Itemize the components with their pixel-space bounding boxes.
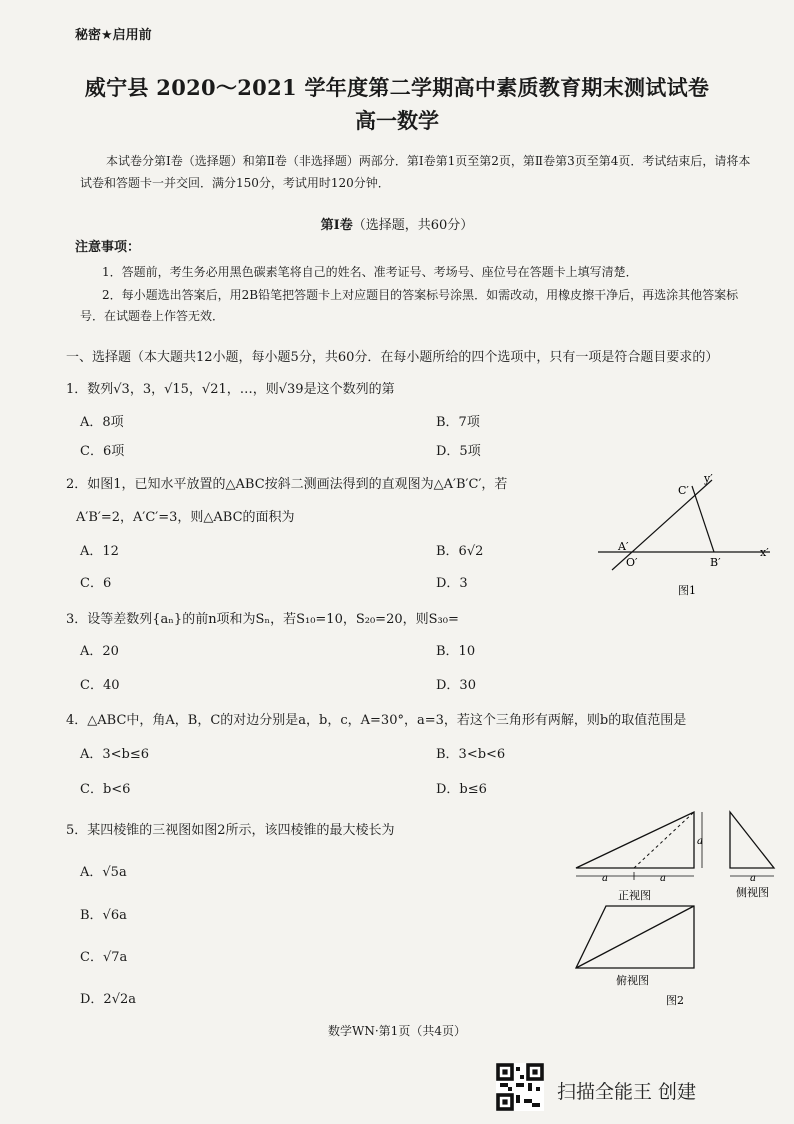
notice-item: 2．每小题选出答案后，用2B铅笔把答题卡上对应题目的答案标号涂黑．如需改动，用橡皮擦干净后，再选涂其他答案标号．在试题卷上作答无效． (80, 288, 739, 323)
label-b: B′ (710, 556, 721, 569)
edge-cb (692, 486, 714, 552)
option: C．6 (80, 576, 112, 591)
label-a: A′ (618, 540, 629, 553)
scanner-watermark: 扫描全能王 创建 (557, 1081, 697, 1103)
option: C．40 (80, 678, 120, 693)
label-y: y′ (704, 472, 713, 485)
page-footer: 数学WN·第1页（共4页） (328, 1024, 466, 1038)
dim-a: a (660, 873, 666, 884)
option: A．8项 (80, 415, 124, 430)
front-view (576, 812, 703, 902)
option: B．√6a (80, 908, 127, 923)
option: D．b≤6 (436, 782, 487, 797)
dim-a: a (602, 873, 608, 884)
option: A．20 (80, 644, 119, 659)
option: A．12 (80, 544, 119, 559)
option: D．5项 (436, 444, 481, 459)
label-c: C′ (678, 484, 689, 497)
option: B．3<b<6 (436, 747, 506, 762)
question-stem: 5．某四棱锥的三视图如图2所示，该四棱锥的最大棱长为 (66, 823, 395, 838)
dim-a: a (697, 836, 703, 847)
exam-title: 威宁县 2020～2021 学年度第二学期高中素质教育期末测试试卷 (84, 75, 710, 100)
figure-1 (590, 470, 780, 600)
option: D．2√2a (80, 992, 136, 1007)
label-x: x′ (760, 546, 769, 559)
section-heading-rest: （选择题，共60分） (352, 218, 474, 233)
option: B．10 (436, 644, 476, 659)
qr-code-icon (496, 1063, 544, 1111)
exam-subtitle: 高一数学 (355, 108, 439, 133)
question-stem-cont: A′B′=2，A′C′=3，则△ABC的面积为 (76, 510, 295, 525)
notice-item: 1．答题前，考生务必用黑色碳素笔将自己的姓名、准考证号、考场号、座位号在答题卡上填写清楚． (102, 265, 638, 279)
figure-1-caption: 图1 (678, 584, 696, 597)
exam-intro: 本试卷分第Ⅰ卷（选择题）和第Ⅱ卷（非选择题）两部分．第Ⅰ卷第1页至第2页，第Ⅱ卷第3页至第4页．考试结束后，请将本试卷和答题卡一并交回．满分150分，考试用时120分钟． (80, 154, 751, 190)
figure-2 (570, 806, 782, 1008)
top-view-label: 俯视图 (616, 974, 649, 987)
side-view (730, 812, 774, 899)
label-o: O′ (626, 556, 638, 569)
option: A．3<b≤6 (80, 747, 150, 762)
option: D．3 (436, 576, 468, 591)
option: B．6√2 (436, 544, 484, 559)
question-stem: 1．数列√3，3，√15，√21，…，则√39是这个数列的第 (66, 382, 395, 397)
question-stem: 4．△ABC中，角A，B，C的对边分别是a，b，c，A=30°，a=3，若这个三角形有两解，则b的取值范围是 (66, 713, 687, 728)
section-heading (0, 214, 794, 233)
notice-heading: 注意事项： (75, 240, 141, 255)
confidential-mark: 秘密★启用前 (75, 28, 152, 43)
section-heading-bold: 第Ⅰ卷 (320, 218, 353, 233)
question-stem: 3．设等差数列{aₙ}的前n项和为Sₙ，若S₁₀=10，S₂₀=20，则S₃₀= (66, 612, 459, 627)
option: A．√5a (80, 865, 127, 880)
option: D．30 (436, 678, 476, 693)
question-stem: 2．如图1，已知水平放置的△ABC按斜二测画法得到的直观图为△A′B′C′，若 (66, 477, 508, 492)
front-view-label: 正视图 (618, 889, 651, 902)
option: C．6项 (80, 444, 125, 459)
top-view (576, 906, 694, 987)
option: C．b<6 (80, 782, 131, 797)
side-view-label: 侧视图 (736, 886, 769, 899)
part-heading: 一、选择题（本大题共12小题，每小题5分，共60分．在每小题所给的四个选项中，只有一项是符合题目要求的） (66, 350, 719, 365)
option: B．7项 (436, 415, 480, 430)
dim-a: a (750, 873, 756, 884)
option: C．√7a (80, 950, 128, 965)
figure-2-caption: 图2 (666, 994, 684, 1007)
